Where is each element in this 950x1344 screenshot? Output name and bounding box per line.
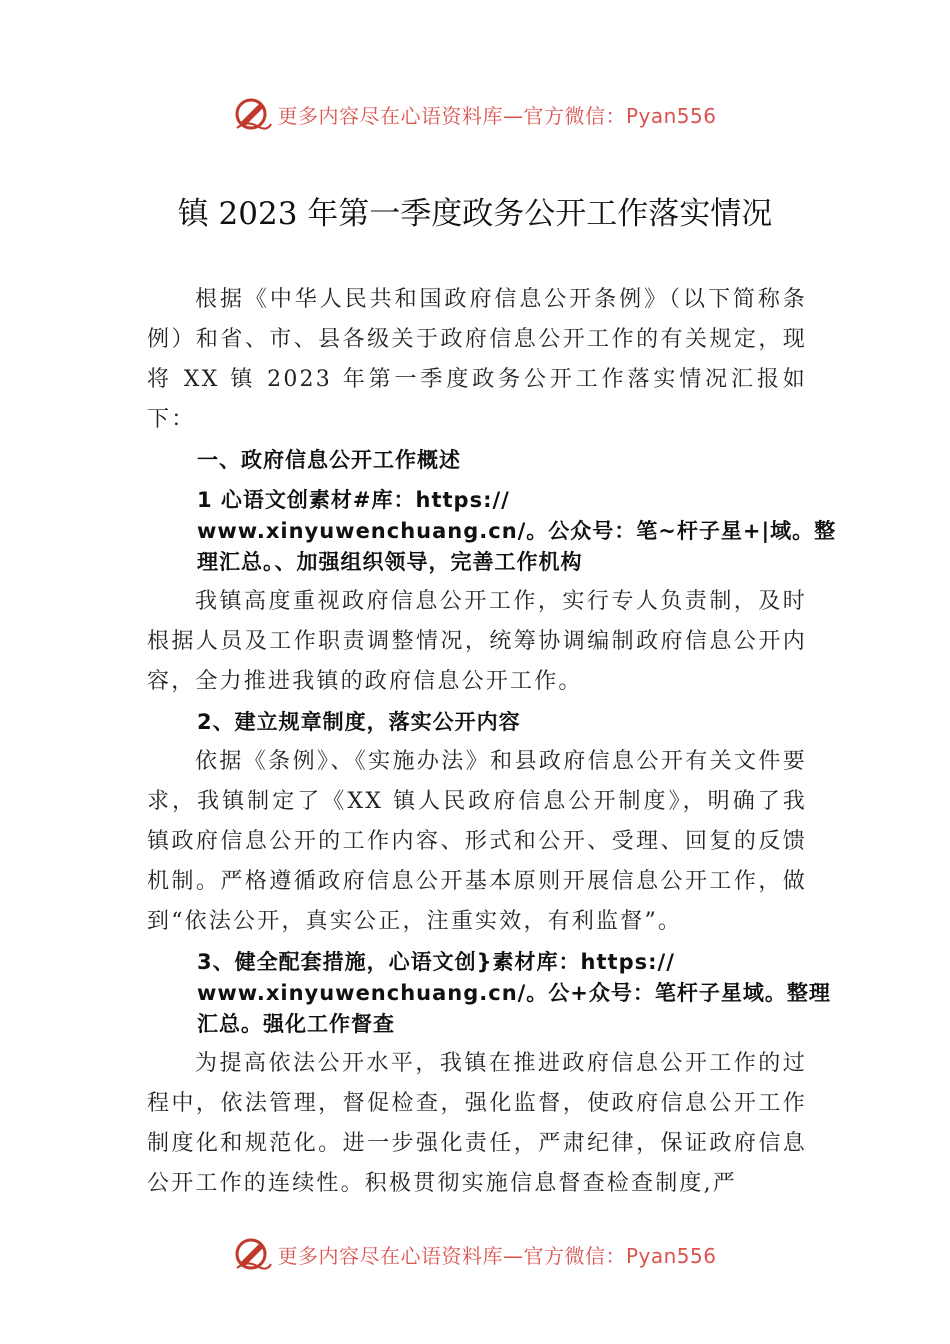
- item1-heading-line: 1 心语文创素材#库：https://: [197, 488, 510, 512]
- section1-heading: 一、政府信息公开工作概述: [197, 448, 461, 472]
- intro-paragraph: 根据《中华人民共和国政府信息公开条例》（以下简称条例）和省、市、县各级关于政府信息公开工作的有关规定，现将 XX 镇 2023 年第一季度政务公开工作落实情况汇报如下：: [147, 287, 807, 432]
- document-body: [147, 280, 837, 1204]
- pen-signature-logo-icon: [233, 96, 273, 132]
- item2-heading: 2、建立规章制度，落实公开内容: [197, 710, 521, 734]
- item1-heading: [147, 480, 837, 582]
- item3-heading-line: 汇总。强化工作督查: [197, 1012, 395, 1036]
- item1-heading-line: www.xinyuwenchuang.cn/。公众号：笔~杆子星+|域。整: [197, 519, 837, 543]
- item3-heading: [147, 942, 831, 1044]
- footer-banner: [0, 1234, 950, 1274]
- document-title: 镇 2023 年第一季度政务公开工作落实情况: [177, 196, 773, 232]
- banner-text: 更多内容尽在心语资料库—官方微信：Pyan556: [277, 1243, 717, 1268]
- item3-heading-line: www.xinyuwenchuang.cn/。公+众号：笔杆子星域。整理: [197, 981, 831, 1005]
- item3-body: 为提高依法公开水平，我镇在推进政府信息公开工作的过程中，依法管理，督促检查，强化监督，使政府信息公开工作制度化和规范化。进一步强化责任，严肃纪律，保证政府信息公开工作的连续性。积极贯彻实施信息督查检查制度,严: [147, 1051, 807, 1196]
- item2-body: 依据《条例》、《实施办法》和县政府信息公开有关文件要求，我镇制定了《XX 镇人民政府信息公开制度》，明确了我镇政府信息公开的工作内容、形式和公开、受理、回复的反馈机制。严格遵循政府信息公开基本原则开展信息公开工作，做到“依法公开，真实公正，注重实效，有利监督”。: [147, 749, 807, 934]
- banner-text: 更多内容尽在心语资料库—官方微信：Pyan556: [277, 103, 717, 128]
- item3-heading-line: 3、健全配套措施，心语文创}素材库：https://: [197, 950, 675, 974]
- item1-heading-line: 理汇总。、加强组织领导，完善工作机构: [197, 550, 583, 574]
- item1-body: 我镇高度重视政府信息公开工作，实行专人负责制，及时根据人员及工作职责调整情况，统筹协调编制政府信息公开内容，全力推进我镇的政府信息公开工作。: [147, 589, 807, 694]
- header-banner: [0, 94, 950, 134]
- pen-signature-logo-icon: [233, 1236, 273, 1272]
